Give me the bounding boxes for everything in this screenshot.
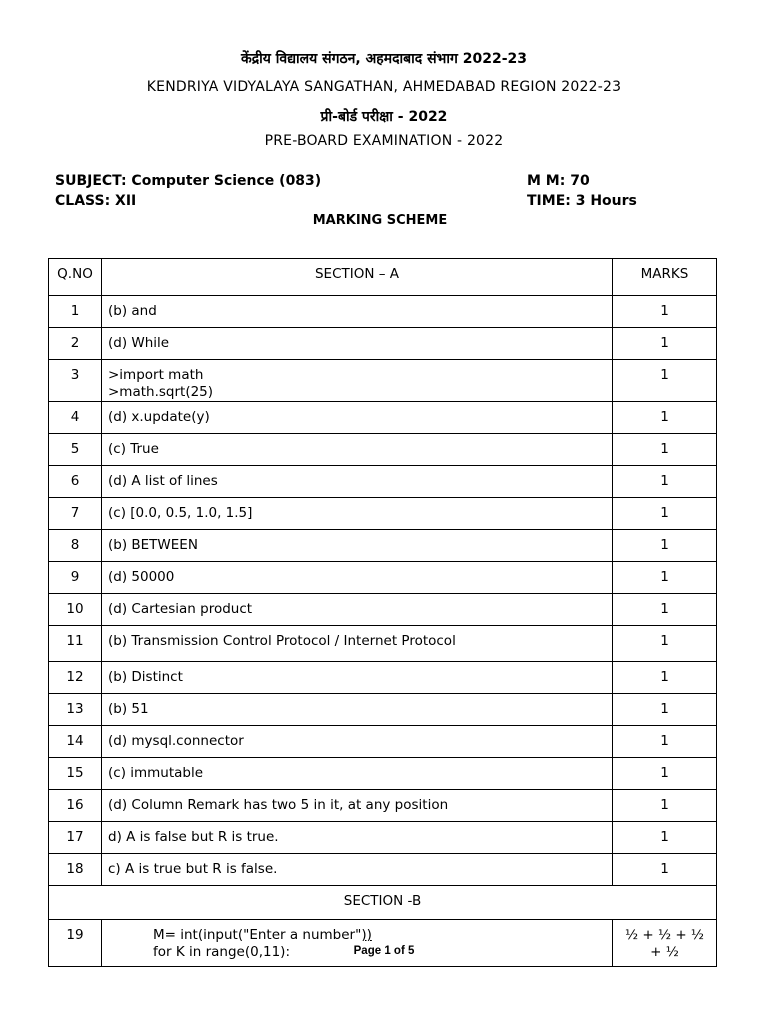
table-row <box>49 466 717 498</box>
table-header-row <box>49 259 717 296</box>
marks-cell: 1 <box>613 594 717 626</box>
answer-cell <box>102 530 613 562</box>
question-number: 2 <box>49 328 102 360</box>
header-section-a: SECTION – A <box>102 259 613 296</box>
section-b-heading: SECTION -B <box>49 886 717 920</box>
marking-scheme-title: MARKING SCHEME <box>312 213 448 228</box>
marks-cell: 1 <box>613 296 717 328</box>
marks-cell: 1 <box>613 530 717 562</box>
answer-text: (d) x.update(y) <box>108 409 210 425</box>
answer-cell <box>102 296 613 328</box>
header-english-exam: PRE-BOARD EXAMINATION - 2022 <box>264 133 504 149</box>
marks-cell: 1 <box>613 822 717 854</box>
marks-cell: 1 <box>613 360 717 402</box>
table-row <box>49 662 717 694</box>
marks-cell: 1 <box>613 626 717 662</box>
answer-text: (d) While <box>108 335 170 351</box>
question-number: 10 <box>49 594 102 626</box>
marks-cell: 1 <box>613 694 717 726</box>
table-row <box>49 498 717 530</box>
class-label: CLASS: XII <box>55 193 137 209</box>
marks-cell: 1 <box>613 726 717 758</box>
question-number: 1 <box>49 296 102 328</box>
subject-label: SUBJECT: Computer Science (083) <box>55 173 322 189</box>
answer-text: (d) mysql.connector <box>108 733 244 749</box>
marks-cell: 1 <box>613 790 717 822</box>
question-number: 18 <box>49 854 102 886</box>
answer-text: (b) and <box>108 303 157 319</box>
answer-cell <box>102 920 613 967</box>
table-row <box>49 402 717 434</box>
header-qno: Q.NO <box>49 259 102 296</box>
code-text: M= int(input("Enter a number" <box>153 927 362 943</box>
question-number: 15 <box>49 758 102 790</box>
question-number: 8 <box>49 530 102 562</box>
question-number: 5 <box>49 434 102 466</box>
question-number: 7 <box>49 498 102 530</box>
time-label: TIME: 3 Hours <box>527 193 637 209</box>
table-row <box>49 726 717 758</box>
answer-cell <box>102 662 613 694</box>
answer-text: (b) Transmission Control Protocol / Internet Protocol <box>108 633 456 649</box>
question-number: 6 <box>49 466 102 498</box>
answer-text: (d) 50000 <box>108 569 175 585</box>
marks-text-line2: + ½ <box>650 944 679 960</box>
header-hindi-exam: प्री-बोर्ड परीक्षा - 2022 <box>320 109 448 125</box>
table-row <box>49 790 717 822</box>
question-number: 9 <box>49 562 102 594</box>
marks-cell <box>613 920 717 967</box>
table-row <box>49 360 717 402</box>
table-row <box>49 562 717 594</box>
answer-cell <box>102 626 613 662</box>
table-row <box>49 530 717 562</box>
marks-cell: 1 <box>613 498 717 530</box>
marks-cell: 1 <box>613 434 717 466</box>
answer-text: (b) BETWEEN <box>108 537 198 553</box>
question-number: 12 <box>49 662 102 694</box>
answer-cell <box>102 790 613 822</box>
table-row <box>49 694 717 726</box>
table-row <box>49 822 717 854</box>
header-english-organization: KENDRIYA VIDYALAYA SANGATHAN, AHMEDABAD REGION 2022-23 <box>146 79 622 95</box>
answer-text: c) A is true but R is false. <box>108 861 278 877</box>
table-row <box>49 920 717 967</box>
question-number: 13 <box>49 694 102 726</box>
header-hindi-organization: केंद्रीय विद्यालय संगठन, अहमदाबाद संभाग 2022-23 <box>240 51 528 67</box>
answer-cell <box>102 694 613 726</box>
marks-cell: 1 <box>613 562 717 594</box>
answer-cell <box>102 402 613 434</box>
answer-text: (b) Distinct <box>108 669 183 685</box>
answer-text: >import math <box>108 367 204 383</box>
table-row <box>49 854 717 886</box>
code-text-underlined: )) <box>361 927 372 943</box>
answer-text: (c) [0.0, 0.5, 1.0, 1.5] <box>108 505 253 521</box>
answer-cell <box>102 328 613 360</box>
answer-cell <box>102 726 613 758</box>
answer-text: (c) True <box>108 441 159 457</box>
answer-text: (d) Column Remark has two 5 in it, at any position <box>108 797 449 813</box>
answer-text-line2: >math.sqrt(25) <box>108 384 214 400</box>
answer-cell <box>102 854 613 886</box>
page-number: Page 1 of 5 <box>353 945 415 957</box>
answer-cell <box>102 498 613 530</box>
question-number: 11 <box>49 626 102 662</box>
answer-text: (d) Cartesian product <box>108 601 253 617</box>
marks-cell: 1 <box>613 758 717 790</box>
marks-text: ½ + ½ + ½ <box>624 927 705 943</box>
answer-text: d) A is false but R is true. <box>108 829 279 845</box>
marks-cell: 1 <box>613 854 717 886</box>
answer-text: (b) 51 <box>108 701 149 717</box>
marks-cell: 1 <box>613 328 717 360</box>
table-row <box>49 434 717 466</box>
marks-cell: 1 <box>613 662 717 694</box>
answer-cell <box>102 434 613 466</box>
section-b-row <box>49 886 717 920</box>
answer-cell <box>102 594 613 626</box>
question-number: 4 <box>49 402 102 434</box>
question-number: 19 <box>49 920 102 967</box>
table-row <box>49 626 717 662</box>
answer-cell <box>102 360 613 402</box>
question-number: 14 <box>49 726 102 758</box>
table-row <box>49 296 717 328</box>
answer-cell <box>102 758 613 790</box>
table-row <box>49 758 717 790</box>
answer-text: (c) immutable <box>108 765 204 781</box>
table-row <box>49 328 717 360</box>
answer-cell <box>102 822 613 854</box>
question-number: 3 <box>49 360 102 402</box>
answer-cell <box>102 466 613 498</box>
answer-text: (d) A list of lines <box>108 473 218 489</box>
code-line: for K in range(0,11): <box>153 944 290 960</box>
answer-cell <box>102 562 613 594</box>
question-number: 17 <box>49 822 102 854</box>
marking-scheme-table <box>48 258 717 967</box>
question-number: 16 <box>49 790 102 822</box>
marks-cell: 1 <box>613 466 717 498</box>
header-marks: MARKS <box>613 259 717 296</box>
code-line <box>108 927 606 944</box>
table-row <box>49 594 717 626</box>
marks-cell: 1 <box>613 402 717 434</box>
max-marks-label: M M: 70 <box>527 173 590 189</box>
